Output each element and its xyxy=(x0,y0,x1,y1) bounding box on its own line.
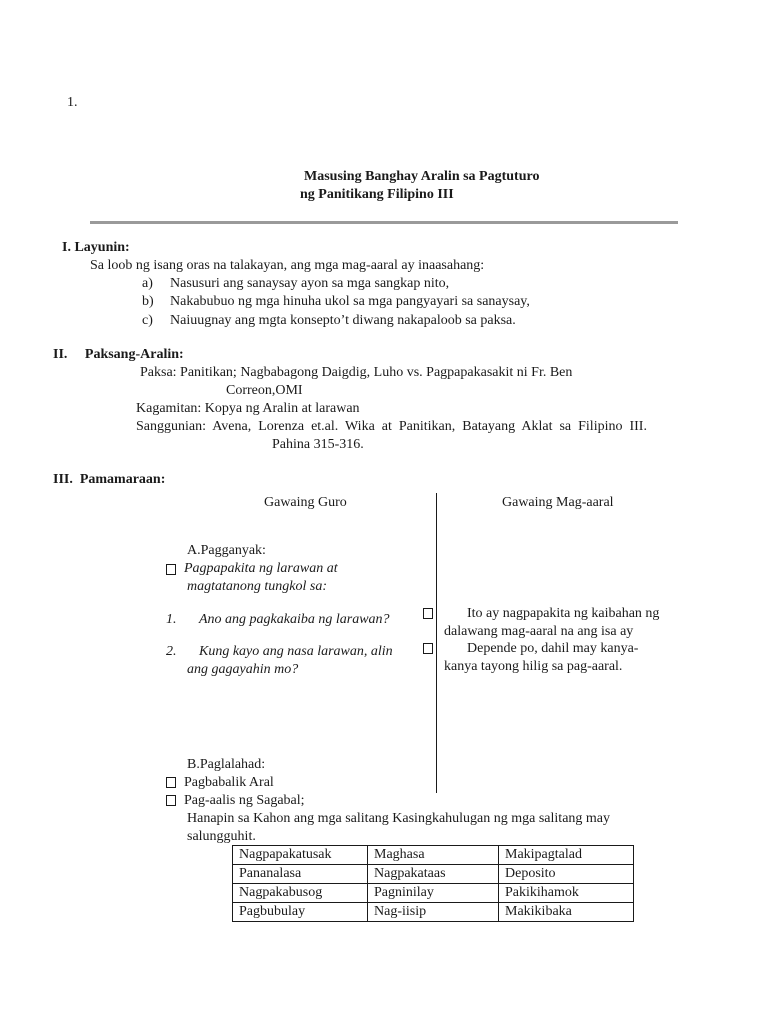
checkbox-icon xyxy=(423,643,433,654)
answer-2-line1: Depende po, dahil may kanya- xyxy=(467,641,639,656)
table-cell: Makipagtalad xyxy=(499,846,634,865)
table-cell: Maghasa xyxy=(368,846,499,865)
section1-heading: I. Layunin: xyxy=(62,240,130,255)
document-title-line2: ng Panitikang Filipino III xyxy=(300,187,454,202)
table-cell: Nag-iisip xyxy=(368,903,499,922)
sanggunian-line2: Pahina 315-316. xyxy=(272,437,364,452)
pagganyak-bullet-line2: magtatanong tungkol sa: xyxy=(187,579,327,594)
sanggunian-line1: Sanggunian: Avena, Lorenza et.al. Wika at Panitikan, Batayang Aklat sa Filipino III. xyxy=(136,419,647,434)
answer-1-line1: Ito ay nagpapakita ng kaibahan ng xyxy=(467,606,660,621)
word-table xyxy=(232,845,634,922)
table-row xyxy=(233,903,634,922)
paglalahad-label: B.Paglalahad: xyxy=(187,757,266,772)
section2-heading: II. Paksang-Aralin: xyxy=(53,347,184,362)
checkbox-icon xyxy=(166,564,176,575)
checkbox-icon xyxy=(166,777,176,788)
table-cell: Nagpakabusog xyxy=(233,884,368,903)
checkbox-icon xyxy=(166,795,176,806)
table-cell: Deposito xyxy=(499,865,634,884)
instruction-line2: salungguhit. xyxy=(187,829,256,844)
paksa-line1: Paksa: Panitikan; Nagbabagong Daigdig, Luho vs. Pagpapakasakit ni Fr. Ben xyxy=(140,365,573,380)
question-2-line1: Kung kayo ang nasa larawan, alin xyxy=(199,644,393,659)
table-cell: Pagninilay xyxy=(368,884,499,903)
table-cell: Pananalasa xyxy=(233,865,368,884)
question-1-number: 1. xyxy=(166,612,177,627)
table-row xyxy=(233,865,634,884)
answer-1-line2: dalawang mag-aaral na ang isa ay xyxy=(444,624,634,639)
column-header-magaaral: Gawaing Mag-aaral xyxy=(502,495,614,510)
table-cell: Nagpapakatusak xyxy=(233,846,368,865)
objective-b-letter: b) xyxy=(142,294,154,309)
document-title-line1: Masusing Banghay Aralin sa Pagtuturo xyxy=(304,169,540,184)
checkbox-icon xyxy=(423,608,433,619)
table-cell: Pagbubulay xyxy=(233,903,368,922)
table-row xyxy=(233,846,634,865)
question-2-line2: ang gagayahin mo? xyxy=(187,662,299,677)
column-divider xyxy=(436,493,437,793)
kagamitan: Kagamitan: Kopya ng Aralin at larawan xyxy=(136,401,360,416)
pagganyak-label: A.Pagganyak: xyxy=(187,543,266,558)
paglalahad-item-2: Pag-aalis ng Sagabal; xyxy=(184,793,305,808)
table-cell: Nagpakataas xyxy=(368,865,499,884)
answer-2-line2: kanya tayong hilig sa pag-aaral. xyxy=(444,659,623,674)
question-2-number: 2. xyxy=(166,644,177,659)
section3-heading: III. Pamamaraan: xyxy=(53,472,166,487)
instruction-line1: Hanapin sa Kahon ang mga salitang Kasingkahulugan ng mga salitang may xyxy=(187,811,611,826)
section1-intro: Sa loob ng isang oras na talakayan, ang mga mag-aaral ay inaasahang: xyxy=(90,258,485,273)
objective-c-text: Naiuugnay ang mgta konsepto’t diwang nakapaloob sa paksa. xyxy=(170,313,516,328)
column-header-guro: Gawaing Guro xyxy=(264,495,347,510)
paksa-line2: Correon,OMI xyxy=(226,383,303,398)
table-row xyxy=(233,884,634,903)
pagganyak-bullet-line1: Pagpapakita ng larawan at xyxy=(184,561,338,576)
horizontal-rule xyxy=(90,221,678,224)
table-cell: Makikibaka xyxy=(499,903,634,922)
objective-c-letter: c) xyxy=(142,313,153,328)
objective-a-letter: a) xyxy=(142,276,153,291)
page-number: 1. xyxy=(67,95,78,110)
table-cell: Pakikihamok xyxy=(499,884,634,903)
question-1-text: Ano ang pagkakaiba ng larawan? xyxy=(199,612,390,627)
objective-b-text: Nakabubuo ng mga hinuha ukol sa mga pangyayari sa sanaysay, xyxy=(170,294,530,309)
objective-a-text: Nasusuri ang sanaysay ayon sa mga sangkap nito, xyxy=(170,276,450,291)
paglalahad-item-1: Pagbabalik Aral xyxy=(184,775,274,790)
